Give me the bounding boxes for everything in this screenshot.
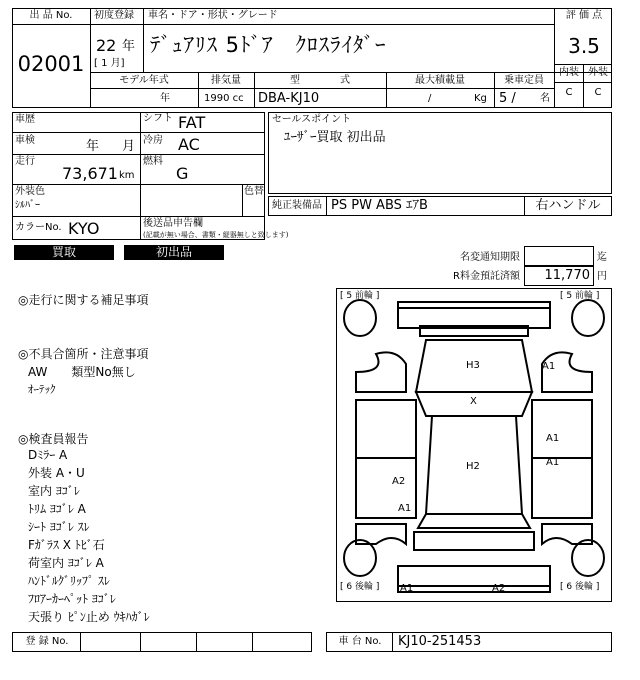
model-code-label: 型 式: [290, 75, 350, 86]
color-no-label: カラーNo.: [15, 222, 62, 233]
exterior-label: 外装: [588, 67, 608, 78]
interior-grade: C: [565, 87, 573, 98]
damage-mark-rear-bumper: A2: [492, 583, 506, 594]
load-unit: Kg: [474, 93, 487, 104]
tag-first-listing: 初出品: [124, 245, 224, 260]
equipment: PS PW ABS ｴｱB: [331, 198, 428, 213]
damage-mark-roof: H2: [466, 461, 480, 472]
max-load-label: 最大積載量: [415, 75, 465, 86]
fuel: G: [176, 164, 189, 183]
lot-no: 02001: [17, 52, 85, 76]
score-label: 評 価 点: [565, 10, 603, 21]
max-load: /: [428, 93, 432, 104]
fuel-label: 燃料: [143, 156, 163, 167]
capacity-unit: 名: [540, 93, 550, 104]
recycle-label: R料金預託済額: [453, 271, 520, 282]
inspector-line: 天張り ﾋﾟﾝ止め ｳｷﾊｶﾞﾚ: [28, 610, 150, 624]
ac-label: 冷房: [143, 135, 163, 146]
inspector-line: 荷室内 ﾖｺﾞﾚ A: [28, 556, 104, 570]
defect-line-2: ｵｰﾃｯｸ: [28, 383, 56, 396]
reg-month: [ 1 月]: [94, 58, 125, 69]
shipping-label: 後送品申告欄: [143, 218, 203, 229]
color-change-label: 色替: [244, 186, 264, 197]
inspector-line: ﾌﾛｱｰｶｰﾍﾟｯﾄ ﾖｺﾞﾚ: [28, 592, 116, 606]
damage-mark-windshield: X: [470, 396, 477, 407]
sales-point-title: セールスポイント: [272, 114, 352, 125]
inspector-line: ﾄﾘﾑ ﾖｺﾞﾚ A: [28, 502, 86, 516]
car-name-label: 車名・ドア・形状・グレード: [148, 10, 278, 21]
history-label: 車歴: [15, 114, 35, 125]
reg-year: 22: [96, 36, 117, 55]
ac: AC: [178, 135, 200, 154]
front-right-tire-label: [ 5 前輪 ]: [560, 291, 600, 301]
car-damage-diagram: [336, 288, 612, 602]
interior-label: 内装: [559, 67, 579, 78]
front-left-tire-label: [ 5 前輪 ]: [340, 291, 380, 301]
inspection-label: 車検: [15, 135, 35, 146]
chassis-no: KJ10-251453: [398, 634, 482, 649]
exterior-grade: C: [594, 87, 602, 98]
inspector-line: Fｶﾞﾗｽ X ﾄﾋﾞ石: [28, 538, 105, 552]
inspector-line: ﾊﾝﾄﾞﾙｸﾞﾘｯﾌﾟ ｽﾚ: [28, 574, 110, 588]
deadline-label: 名変通知期限: [460, 252, 520, 263]
inspector-line: 外装 A・U: [28, 466, 85, 480]
model-year-unit: 年: [160, 93, 170, 104]
car-name: ﾃﾞｭｱﾘｽ 5ﾄﾞｱ ｸﾛｽﾗｲﾀﾞｰ: [150, 33, 387, 57]
shift: FAT: [178, 113, 206, 132]
score: 3.5: [568, 34, 600, 58]
rear-right-tire-label: [ 6 後輪 ]: [560, 582, 600, 592]
recycle-amount: 11,770: [544, 268, 590, 283]
inspection-year-unit: 年: [86, 139, 100, 154]
equipment-label: 純正装備品: [272, 200, 322, 211]
reg-year-unit: 年: [122, 39, 136, 54]
exterior-color-label: 外装色: [15, 186, 45, 197]
recycle-unit: 円: [597, 271, 607, 282]
registration-no-label: 登 録 No.: [25, 636, 69, 647]
mileage-label: 走行: [15, 156, 35, 167]
deadline-unit: 迄: [597, 252, 607, 263]
inspection-month-unit: 月: [122, 139, 136, 154]
shift-label: シフト: [143, 113, 173, 124]
sales-point-text: ﾕｰｻﾞｰ買取 初出品: [284, 130, 386, 145]
inspector-line: 室内 ﾖｺﾞﾚ: [28, 484, 80, 498]
damage-mark-front-right-fender: A1: [542, 361, 556, 372]
inspector-title: ◎検査員報告: [18, 432, 89, 446]
damage-mark-left-rear-door: A2: [392, 476, 406, 487]
damage-mark-rear-left-fender: A1: [398, 503, 412, 514]
capacity: 5 /: [499, 91, 516, 106]
deadline-field: [524, 246, 594, 266]
inspector-line: ｼｰﾄ ﾖｺﾞﾚ ｽﾚ: [28, 520, 90, 534]
shipping-note: (記載が無い場合、書類・縦器無しと致します): [143, 231, 289, 239]
mileage: 73,671: [62, 164, 118, 183]
model-code: DBA-KJ10: [258, 91, 320, 106]
damage-mark-rear-bumper-left: A1: [400, 583, 414, 594]
tag-purchase: 買取: [14, 245, 114, 260]
damage-mark-right-front-door: A1: [546, 433, 560, 444]
capacity-label: 乗車定員: [504, 75, 544, 86]
mileage-unit: km: [119, 170, 135, 181]
model-year-label: モデル年式: [119, 75, 169, 86]
defect-line-1: AW 類型No無し: [28, 365, 136, 379]
driving-notes-title: ◎走行に関する補足事項: [18, 293, 149, 307]
exterior-color: ｼﾙﾊﾞｰ: [15, 200, 40, 211]
rear-left-tire-label: [ 6 後輪 ]: [340, 582, 380, 592]
color-no: KYO: [68, 219, 100, 238]
chassis-no-label: 車 台 No.: [338, 636, 382, 647]
displacement: 1990 cc: [204, 93, 244, 104]
first-reg-label: 初度登録: [94, 10, 134, 21]
damage-mark-right-rear-door: A1: [546, 457, 560, 468]
inspector-line: Dﾐﾗｰ A: [28, 448, 68, 462]
defects-title: ◎不具合箇所・注意事項: [18, 347, 149, 361]
displacement-label: 排気量: [211, 75, 241, 86]
lot-no-label: 出 品 No.: [29, 10, 73, 21]
handle-position: 右ハンドル: [535, 198, 601, 213]
damage-mark-hood: H3: [466, 360, 480, 371]
